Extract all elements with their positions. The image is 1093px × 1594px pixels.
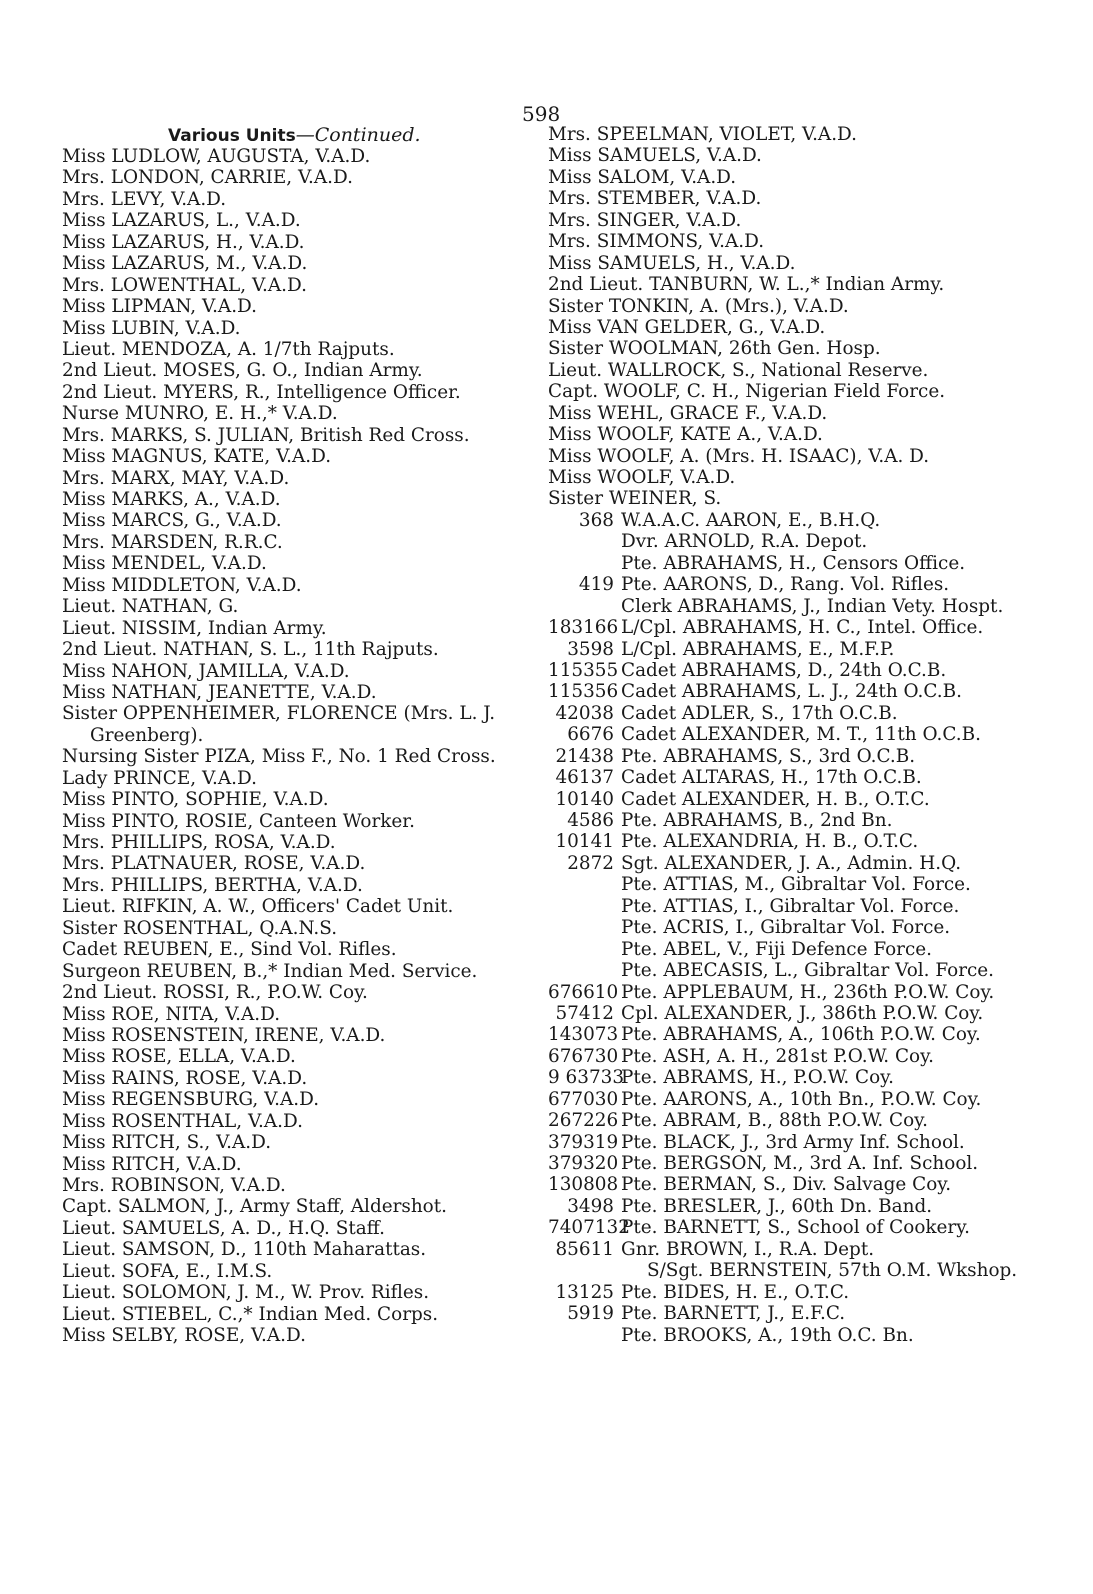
numbered-list-item (548, 746, 1068, 767)
list-item: Mrs. SIMMONS, V.A.D. (548, 231, 765, 253)
numbered-list-item (548, 510, 1068, 531)
entry-text: Pte. BIDES, H. E., O.T.C. (621, 1281, 850, 1303)
list-item: Miss MAGNUS, KATE, V.A.D. (62, 446, 332, 468)
list-item: Nurse MUNRO, E. H.,* V.A.D. (62, 403, 338, 425)
section-heading (168, 124, 421, 147)
entry-text: Pte. AARONS, A., 10th Bn., P.O.W. Coy. (621, 1088, 982, 1110)
service-number (548, 596, 621, 617)
list-item: Sister TONKIN, A. (Mrs.), V.A.D. (548, 295, 849, 317)
list-item: Miss ROSENSTEIN, IRENE, V.A.D. (62, 1024, 386, 1046)
entry-text: Pte. AARONS, D., Rang. Vol. Rifles. (621, 574, 950, 596)
left-column (62, 146, 532, 1347)
entry-text: L/Cpl. ABRAHAMS, E., M.F.P. (621, 638, 895, 660)
numbered-list-item (548, 1174, 1068, 1195)
numbered-list-item (548, 1260, 1068, 1281)
list-item: Miss LAZARUS, L., V.A.D. (62, 210, 301, 232)
list-item: Lieut. RIFKIN, A. W., Officers' Cadet Unit. (62, 896, 454, 918)
entry-text: Cpl. ALEXANDER, J., 386th P.O.W. Coy. (621, 1002, 984, 1024)
list-item: 2nd Lieut. ROSSI, R., P.O.W. Coy. (62, 982, 368, 1004)
list-item: Lieut. SAMSON, D., 110th Maharattas. (62, 1239, 427, 1261)
service-number: 3598 (567, 638, 614, 660)
service-number: 57412 (555, 1002, 614, 1024)
service-number: 10140 (555, 788, 614, 810)
service-number: 676610 (548, 981, 619, 1003)
numbered-list-item (548, 1046, 1068, 1067)
list-item: Miss MENDEL, V.A.D. (62, 553, 267, 575)
numbered-list-item (548, 724, 1068, 745)
numbered-list-item (548, 874, 1068, 895)
numbered-list-item (548, 617, 1068, 638)
list-item: Miss RITCH, S., V.A.D. (62, 1132, 272, 1154)
service-number (548, 939, 621, 960)
list-item: Mrs. LONDON, CARRIE, V.A.D. (62, 167, 353, 189)
list-item: Miss LUDLOW, AUGUSTA, V.A.D. (62, 146, 371, 167)
list-item: Miss PINTO, ROSIE, Canteen Worker. (62, 810, 415, 832)
numbered-list-item (548, 1282, 1068, 1303)
entry-text: Pte. ABRAM, B., 88th P.O.W. Coy. (621, 1110, 928, 1132)
list-item: Capt. SALMON, J., Army Staff, Aldershot. (62, 1196, 447, 1218)
list-item: Miss SALOM, V.A.D. (548, 166, 737, 188)
numbered-list-item (548, 789, 1068, 810)
entry-text: Cadet ALEXANDER, H. B., O.T.C. (621, 788, 930, 810)
entry-text: Pte. ABRAHAMS, S., 3rd O.C.B. (621, 745, 916, 767)
list-item: Mrs. LEVY, V.A.D. (62, 188, 227, 210)
service-number: 7407132 (548, 1217, 630, 1239)
list-item: Mrs. SPEELMAN, VIOLET, V.A.D. (548, 124, 857, 145)
list-item: Lieut. SOFA, E., I.M.S. (62, 1260, 273, 1282)
numbered-list-item (548, 767, 1068, 788)
list-item: Miss WOOLF, A. (Mrs. H. ISAAC), V.A. D. (548, 445, 930, 467)
list-item: Miss LAZARUS, M., V.A.D. (62, 253, 308, 275)
heading-title: Various Units (168, 126, 296, 146)
entry-text: Pte. ABRAMS, H., P.O.W. Coy. (621, 1067, 894, 1089)
list-item: Miss NATHAN, JEANETTE, V.A.D. (62, 681, 377, 703)
entry-text: Pte. BRESLER, J., 60th Dn. Band. (621, 1195, 933, 1217)
service-number: 42038 (555, 702, 614, 724)
entry-text: Pte. ACRIS, I., Gibraltar Vol. Force. (621, 917, 951, 939)
list-item: Miss MARKS, A., V.A.D. (62, 489, 281, 510)
numbered-list-item (548, 1153, 1068, 1174)
list-item: Miss WOOLF, KATE A., V.A.D. (548, 424, 823, 446)
entry-text: Cadet ALTARAS, H., 17th O.C.B. (621, 767, 922, 789)
service-number (548, 1260, 621, 1281)
entry-text: Pte. ASH, A. H., 281st P.O.W. Coy. (621, 1045, 934, 1067)
service-number (548, 1325, 621, 1346)
numbered-list-item (548, 810, 1068, 831)
entry-text: Pte. ALEXANDRIA, H. B., O.T.C. (621, 831, 919, 853)
list-item: Mrs. PHILLIPS, BERTHA, V.A.D. (62, 874, 363, 896)
list-item: Lieut. SOLOMON, J. M., W. Prov. Rifles. (62, 1282, 430, 1304)
service-number: 6676 (567, 724, 614, 746)
entry-text: Pte. ABRAHAMS, B., 2nd Bn. (621, 810, 893, 831)
entry-text: Pte. BLACK, J., 3rd Army Inf. School. (621, 1131, 965, 1153)
list-item: Mrs. STEMBER, V.A.D. (548, 188, 762, 210)
numbered-list-item (548, 1239, 1068, 1260)
list-item: Miss LIPMAN, V.A.D. (62, 296, 257, 318)
list-item: Miss LUBIN, V.A.D. (62, 317, 241, 339)
service-number: 379319 (548, 1131, 619, 1153)
numbered-list-item (548, 853, 1068, 874)
list-item: Surgeon REUBEN, B.,* Indian Med. Service. (62, 960, 478, 982)
list-item: Nursing Sister PIZA, Miss F., No. 1 Red Cross. (62, 746, 496, 768)
numbered-list-item (548, 1067, 1068, 1088)
entry-text: Pte. BROOKS, A., 19th O.C. Bn. (621, 1324, 914, 1346)
numbered-list-item (548, 1003, 1068, 1024)
entry-text: Sgt. ALEXANDER, J. A., Admin. H.Q. (621, 852, 962, 874)
list-item: Miss VAN GELDER, G., V.A.D. (548, 316, 826, 338)
list-item: Mrs. MARSDEN, R.R.C. (62, 531, 283, 553)
list-item: Lieut. WALLROCK, S., National Reserve. (548, 359, 929, 381)
service-number (548, 874, 621, 895)
service-number: 9 63733 (548, 1067, 625, 1089)
list-item: 2nd Lieut. MOSES, G. O., Indian Army. (62, 360, 423, 382)
list-item: Miss REGENSBURG, V.A.D. (62, 1089, 320, 1111)
service-number (548, 531, 621, 552)
numbered-list-item (548, 982, 1068, 1003)
list-item: Miss SELBY, ROSE, V.A.D. (62, 1325, 306, 1347)
list-item: Mrs. PHILLIPS, ROSA, V.A.D. (62, 832, 336, 853)
entry-text: S/Sgt. BERNSTEIN, 57th O.M. Wkshop. (647, 1260, 1018, 1282)
list-item: Mrs. ROBINSON, V.A.D. (62, 1175, 286, 1196)
list-item: Miss ROSENTHAL, V.A.D. (62, 1110, 303, 1132)
service-number: 183166 (548, 617, 619, 639)
numbered-list-item (548, 553, 1068, 574)
entry-text: W.A.A.C. AARON, E., B.H.Q. (621, 509, 881, 531)
list-item: Mrs. SINGER, V.A.D. (548, 209, 742, 231)
service-number: 379320 (548, 1153, 619, 1174)
service-number: 46137 (555, 767, 614, 789)
list-item: 2nd Lieut. MYERS, R., Intelligence Officer. (62, 381, 461, 403)
list-item: Cadet REUBEN, E., Sind Vol. Rifles. (62, 939, 397, 961)
list-item: Miss RITCH, V.A.D. (62, 1153, 242, 1175)
service-number: 676730 (548, 1045, 619, 1067)
numbered-list-item (548, 639, 1068, 660)
numbered-list-item (548, 896, 1068, 917)
list-item: Lieut. NATHAN, G. (62, 596, 239, 618)
entry-text: Pte. ABRAHAMS, H., Censors Office. (621, 552, 966, 574)
numbered-list-item (548, 681, 1068, 702)
service-number (548, 896, 621, 917)
list-item: Miss ROSE, ELLA, V.A.D. (62, 1046, 296, 1068)
numbered-list-item (548, 1024, 1068, 1045)
service-number: 13125 (555, 1281, 614, 1303)
service-number (548, 553, 621, 574)
numbered-list-item (548, 596, 1068, 617)
service-number (548, 917, 621, 938)
entry-text: Pte. ATTIAS, M., Gibraltar Vol. Force. (621, 874, 971, 896)
service-number: 10141 (555, 831, 614, 853)
entry-text: Pte. ABEL, V., Fiji Defence Force. (621, 938, 932, 960)
entry-text: Cadet ALEXANDER, M. T., 11th O.C.B. (621, 724, 981, 746)
entry-text: Pte. BARNETT, J., E.F.C. (621, 1303, 846, 1325)
service-number: 130808 (548, 1174, 619, 1196)
list-item: Lieut. STIEBEL, C.,* Indian Med. Corps. (62, 1303, 439, 1325)
entry-text: Gnr. BROWN, I., R.A. Dept. (621, 1238, 875, 1260)
numbered-list-item (548, 1132, 1068, 1153)
numbered-list-item (548, 1303, 1068, 1324)
numbered-list-item (548, 703, 1068, 724)
list-item: Miss RAINS, ROSE, V.A.D. (62, 1067, 308, 1089)
numbered-list-item (548, 660, 1068, 681)
numbered-list-item (548, 917, 1068, 938)
entry-text: L/Cpl. ABRAHAMS, H. C., Intel. Office. (621, 617, 984, 639)
service-number: 21438 (555, 745, 614, 767)
entry-text: Cadet ADLER, S., 17th O.C.B. (621, 702, 898, 724)
service-number: 677030 (548, 1088, 619, 1110)
list-item: 2nd Lieut. NATHAN, S. L., 11th Rajputs. (62, 639, 439, 661)
numbered-list-item (548, 1089, 1068, 1110)
numbered-list-item (548, 574, 1068, 595)
list-item: Sister WEINER, S. (548, 488, 722, 510)
list-item: Lady PRINCE, V.A.D. (62, 767, 257, 789)
service-number: 3498 (567, 1195, 614, 1217)
list-item: Sister ROSENTHAL, Q.A.N.S. (62, 917, 338, 939)
service-number: 5919 (567, 1303, 614, 1325)
service-number: 4586 (567, 810, 614, 831)
list-item: Sister WOOLMAN, 26th Gen. Hosp. (548, 338, 881, 360)
service-number: 267226 (548, 1110, 619, 1132)
list-item: Miss ROE, NITA, V.A.D. (62, 1003, 281, 1025)
service-number: 115356 (548, 681, 619, 703)
numbered-list-item (548, 939, 1068, 960)
heading-continued: —Continued. (295, 124, 421, 146)
list-item: Miss WOOLF, V.A.D. (548, 467, 736, 488)
page-number: 598 (522, 102, 561, 126)
numbered-list-item (548, 1217, 1068, 1238)
service-number (548, 960, 621, 981)
entry-text: Pte. ABRAHAMS, A., 106th P.O.W. Coy. (621, 1024, 981, 1046)
entry-text: Cadet ABRAHAMS, L. J., 24th O.C.B. (621, 681, 962, 703)
service-number: 85611 (555, 1238, 614, 1260)
entry-text: Cadet ABRAHAMS, D., 24th O.C.B. (621, 659, 947, 681)
list-item: Miss WEHL, GRACE F., V.A.D. (548, 402, 828, 424)
entry-text: Pte. APPLEBAUM, H., 236th P.O.W. Coy. (621, 981, 995, 1003)
list-item: Lieut. SAMUELS, A. D., H.Q. Staff. (62, 1217, 385, 1239)
list-item: Miss MIDDLETON, V.A.D. (62, 574, 302, 596)
list-item: Lieut. MENDOZA, A. 1/7th Rajputs. (62, 338, 395, 360)
entry-text: Pte. BERGSON, M., 3rd A. Inf. School. (621, 1153, 979, 1174)
service-number: 368 (578, 509, 614, 531)
list-item: Mrs. LOWENTHAL, V.A.D. (62, 274, 307, 296)
list-item: Miss MARCS, G., V.A.D. (62, 510, 282, 532)
entry-text: Clerk ABRAHAMS, J., Indian Vety. Hospt. (621, 595, 1004, 617)
list-item: Miss LAZARUS, H., V.A.D. (62, 231, 305, 253)
service-number: 115355 (548, 659, 619, 681)
service-number: 419 (578, 574, 614, 596)
numbered-list-item (548, 1196, 1068, 1217)
numbered-list-item (548, 1110, 1068, 1131)
list-item: Sister OPPENHEIMER, FLORENCE (Mrs. L. J. (62, 703, 496, 725)
numbered-list-item (548, 960, 1068, 981)
entry-text: Pte. BERMAN, S., Div. Salvage Coy. (621, 1174, 952, 1196)
numbered-list-item (548, 531, 1068, 552)
list-item: Mrs. MARKS, S. JULIAN, British Red Cross. (62, 424, 470, 446)
list-item: Capt. WOOLF, C. H., Nigerian Field Force. (548, 381, 946, 403)
entry-text: Pte. ATTIAS, I., Gibraltar Vol. Force. (621, 895, 960, 917)
list-item: Mrs. PLATNAUER, ROSE, V.A.D. (62, 853, 366, 875)
entry-text: Pte. ABECASIS, L., Gibraltar Vol. Force. (621, 960, 995, 982)
service-number: 2872 (567, 852, 614, 874)
numbered-list-item (548, 1325, 1068, 1346)
list-item: Lieut. NISSIM, Indian Army. (62, 617, 327, 639)
list-item: Miss SAMUELS, V.A.D. (548, 145, 762, 167)
list-item: Greenberg). (90, 724, 204, 746)
entry-text: Dvr. ARNOLD, R.A. Depot. (621, 531, 868, 553)
service-number: 143073 (548, 1024, 619, 1046)
list-item: Mrs. MARX, MAY, V.A.D. (62, 467, 290, 489)
numbered-list-item (548, 831, 1068, 852)
list-item: Miss SAMUELS, H., V.A.D. (548, 252, 796, 274)
right-column (548, 124, 1068, 1346)
list-item: Miss NAHON, JAMILLA, V.A.D. (62, 660, 350, 682)
entry-text: Pte. BARNETT, S., School of Cookery. (621, 1217, 971, 1239)
list-item: Miss PINTO, SOPHIE, V.A.D. (62, 789, 329, 811)
list-item: 2nd Lieut. TANBURN, W. L.,* Indian Army. (548, 274, 945, 296)
